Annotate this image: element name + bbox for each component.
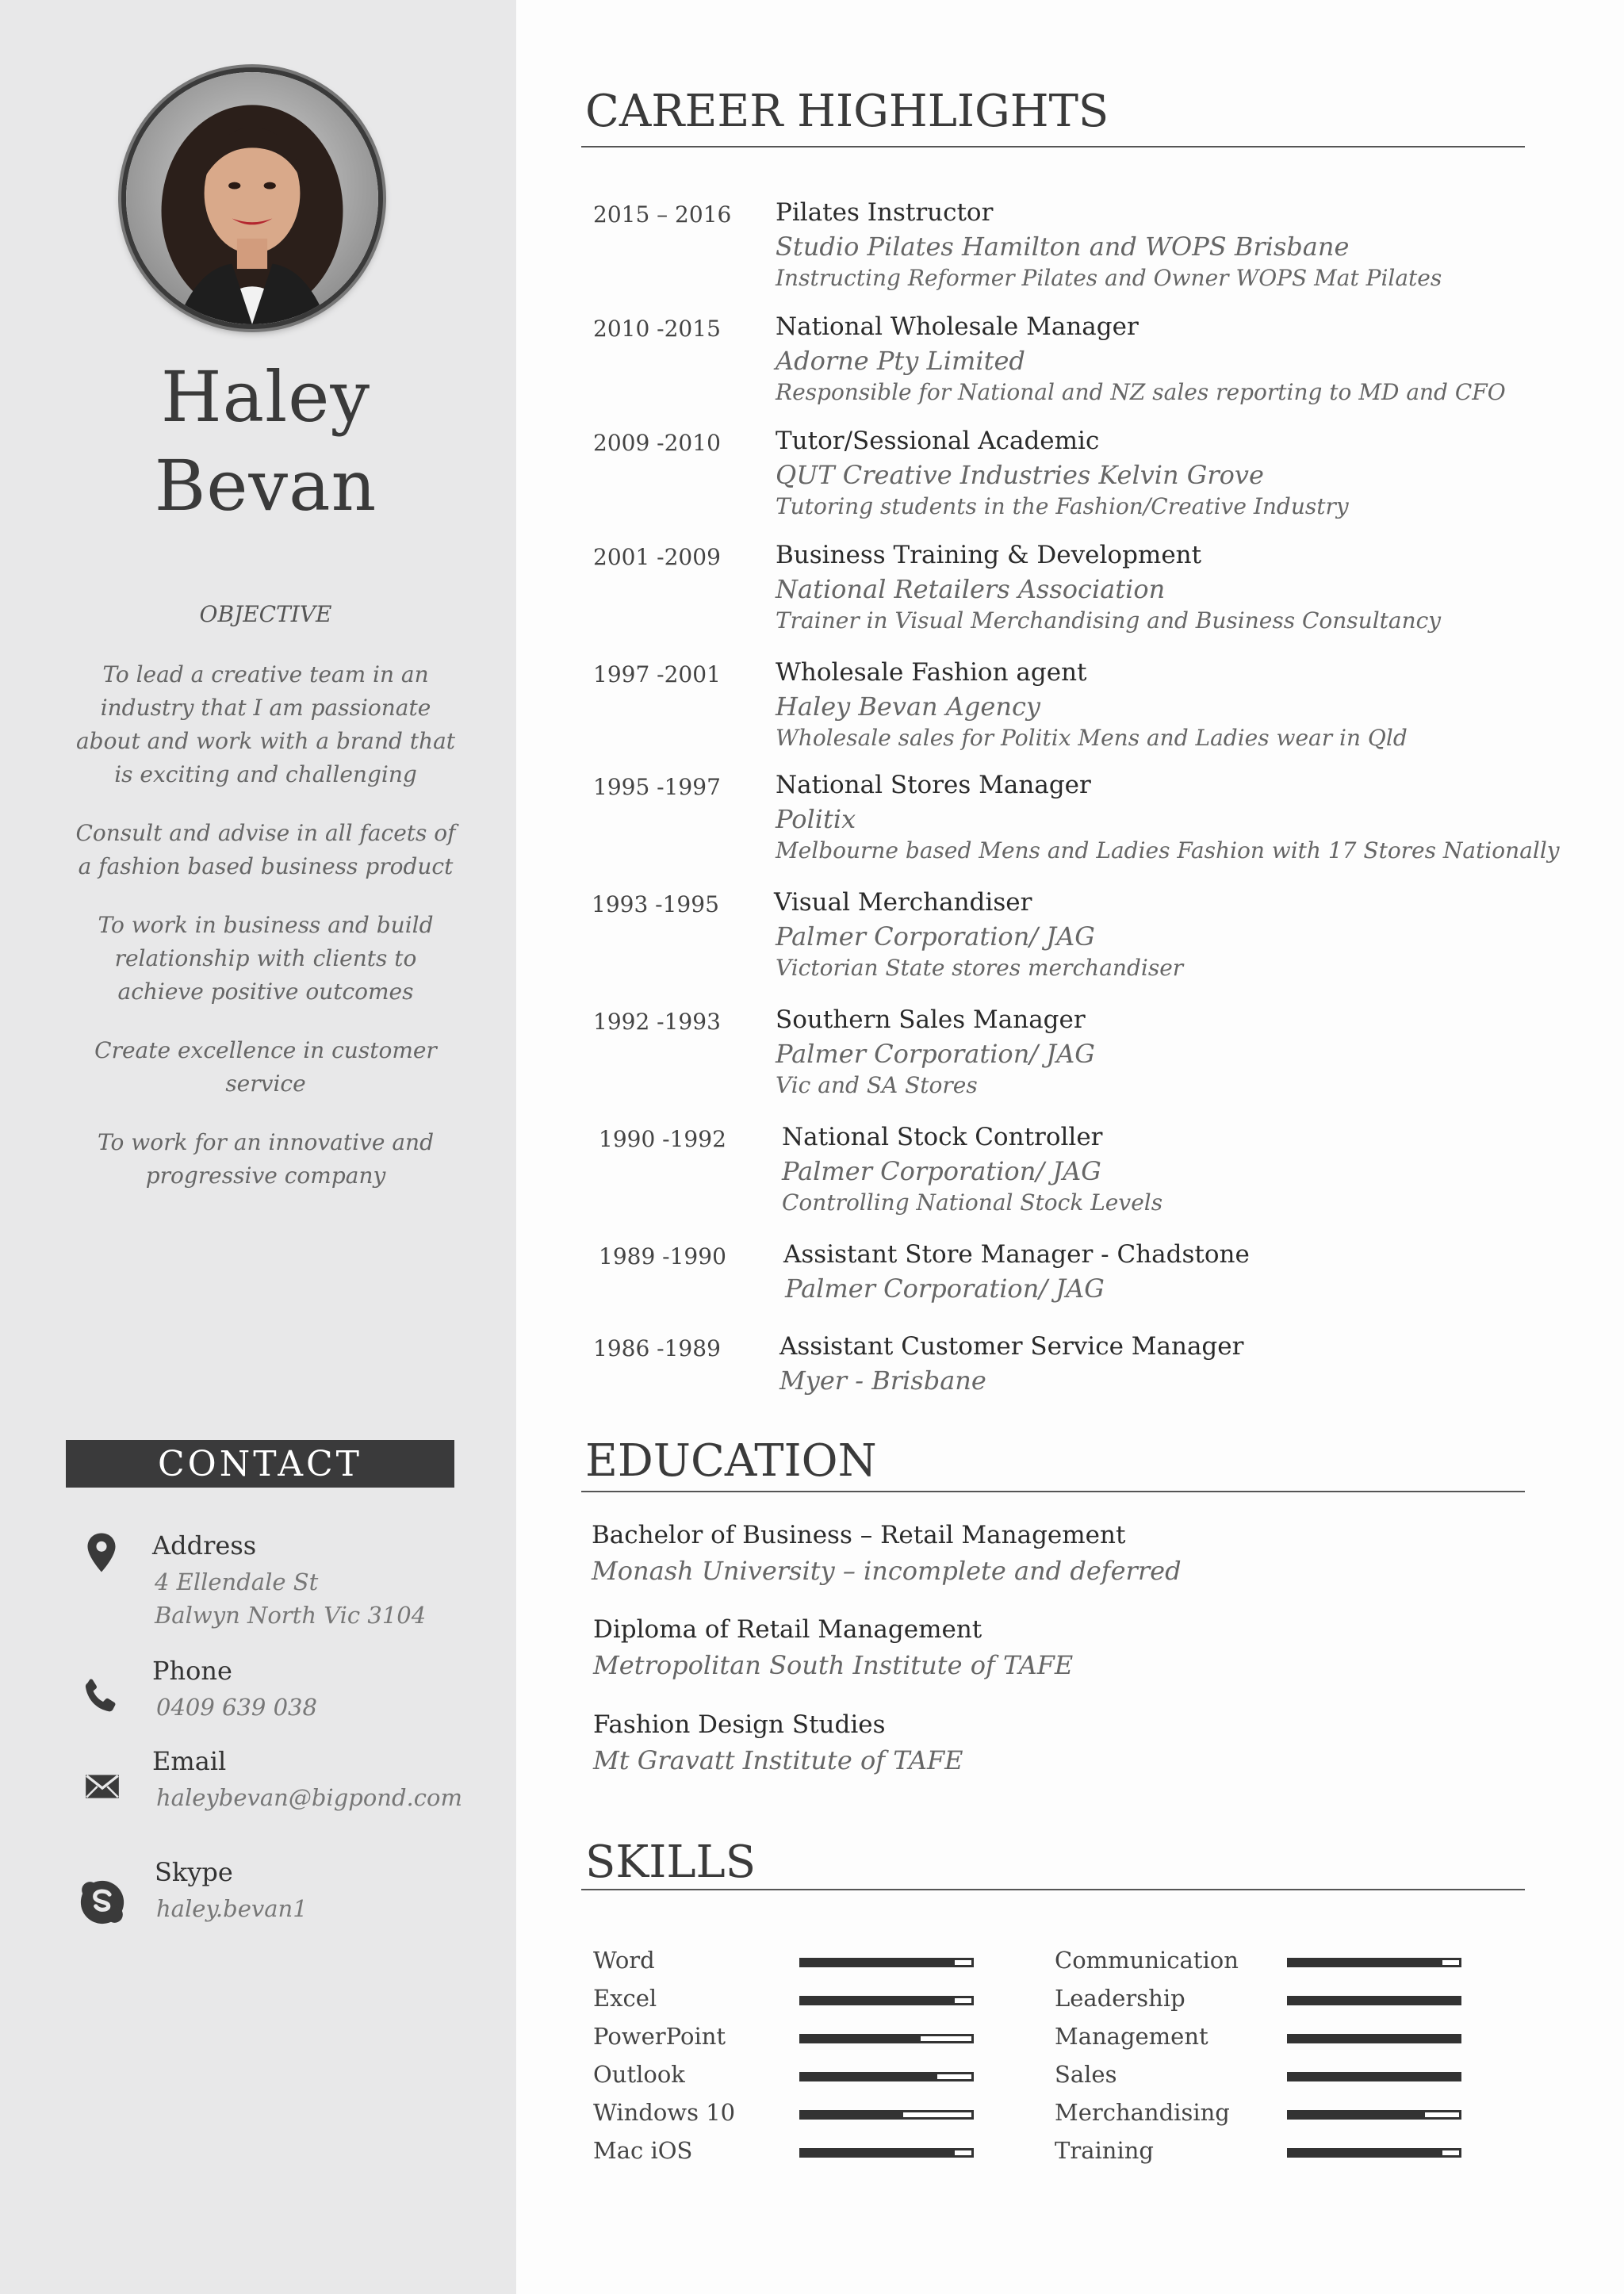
objective-list: [75, 658, 456, 1218]
skill-name: PowerPoint: [593, 2023, 726, 2050]
skill-level-fill: [802, 2036, 921, 2041]
job-description: Responsible for National and NZ sales reporting to MD and CFO: [776, 379, 1506, 405]
email-label: Email: [152, 1746, 227, 1776]
skills-divider: [581, 1889, 1525, 1890]
job-title: Visual Merchandiser: [774, 888, 1032, 917]
education-degree: Diploma of Retail Management: [593, 1615, 982, 1644]
portrait-photo-icon: [126, 72, 378, 324]
envelope-icon: [82, 1767, 122, 1806]
skype-label: Skype: [155, 1857, 233, 1887]
skill-level-fill: [1289, 2150, 1442, 2155]
objective-item: Consult and advise in all facets of a fashion based business product: [75, 820, 456, 879]
job-years: 1993 -1995: [592, 891, 719, 917]
job-company: QUT Creative Industries Kelvin Grove: [776, 460, 1264, 490]
profile-name: [0, 353, 531, 530]
job-title: Wholesale Fashion agent: [776, 658, 1087, 687]
skype-icon: [78, 1878, 127, 1927]
skill-level-bar: [1287, 1958, 1461, 1967]
job-description: Instructing Reformer Pilates and Owner WOPS Mat Pilates: [776, 265, 1442, 291]
job-description: Melbourne based Mens and Ladies Fashion with 17 Stores Nationally: [776, 837, 1560, 864]
job-years: 2001 -2009: [593, 544, 721, 570]
job-years: 1986 -1989: [593, 1335, 721, 1361]
address-line-1: 4 Ellendale St: [155, 1568, 319, 1595]
job-company: Studio Pilates Hamilton and WOPS Brisbane: [776, 232, 1350, 262]
objective-heading: OBJECTIVE: [199, 601, 332, 627]
skill-name: Excel: [593, 1985, 657, 2012]
job-company: Adorne Pty Limited: [776, 346, 1025, 376]
education-school: Mt Gravatt Institute of TAFE: [593, 1745, 963, 1775]
skill-level-bar: [1287, 2072, 1461, 2081]
skill-level-fill: [1289, 2036, 1459, 2041]
job-years: 2010 -2015: [593, 316, 721, 342]
objective-item: Create excellence in customer service: [94, 1037, 437, 1097]
skill-level-bar: [799, 1958, 974, 1967]
job-years: 1995 -1997: [593, 774, 721, 800]
career-divider: [581, 146, 1525, 147]
profile-photo: [121, 67, 383, 329]
skill-level-bar: [1287, 2148, 1461, 2158]
skill-level-fill: [802, 1998, 955, 2003]
skill-name: Leadership: [1055, 1985, 1185, 2012]
objective-item: To lead a creative team in an industry that I am passionate about and work with a brand that is exciting and challenging: [75, 661, 456, 787]
skill-level-bar: [799, 1996, 974, 2005]
job-description: Trainer in Visual Merchandising and Business Consultancy: [776, 607, 1442, 634]
skill-level-fill: [802, 2074, 937, 2079]
phone-icon: [78, 1675, 122, 1719]
skill-name: Outlook: [593, 2061, 685, 2088]
job-years: 1992 -1993: [593, 1009, 721, 1035]
job-description: Vic and SA Stores: [776, 1072, 978, 1098]
sidebar: [0, 0, 516, 2294]
skill-level-fill: [1289, 1960, 1442, 1965]
map-pin-icon: [79, 1530, 124, 1575]
skill-level-bar: [1287, 2110, 1461, 2120]
education-degree: Bachelor of Business – Retail Management: [592, 1521, 1126, 1549]
skill-name: Sales: [1055, 2061, 1117, 2088]
phone-number[interactable]: 0409 639 038: [156, 1694, 317, 1721]
job-title: Assistant Store Manager - Chadstone: [783, 1240, 1250, 1269]
skill-name: Merchandising: [1055, 2099, 1230, 2126]
job-description: Victorian State stores merchandiser: [776, 955, 1184, 981]
job-description: Controlling National Stock Levels: [782, 1189, 1163, 1216]
skill-name: Mac iOS: [593, 2137, 693, 2164]
first-name: Haley: [160, 356, 371, 438]
career-heading: CAREER HIGHLIGHTS: [585, 86, 1109, 137]
skill-level-bar: [1287, 2034, 1461, 2043]
job-company: National Retailers Association: [776, 574, 1166, 604]
education-heading: EDUCATION: [585, 1435, 877, 1487]
contact-heading: CONTACT: [66, 1440, 454, 1488]
job-title: Assistant Customer Service Manager: [779, 1332, 1244, 1361]
skill-name: Training: [1055, 2137, 1154, 2164]
job-years: 1990 -1992: [599, 1126, 726, 1152]
job-years: 2015 – 2016: [593, 201, 732, 228]
skill-level-bar: [799, 2148, 974, 2158]
address-line-2: Balwyn North Vic 3104: [155, 1602, 427, 1629]
job-company: Politix: [776, 804, 856, 834]
job-title: Pilates Instructor: [776, 198, 994, 227]
skill-name: Word: [593, 1947, 655, 1974]
skill-level-fill: [1289, 1998, 1459, 2003]
skill-name: Management: [1055, 2023, 1208, 2050]
skype-handle[interactable]: haley.bevan1: [156, 1895, 308, 1922]
job-company: Palmer Corporation/ JAG: [782, 1156, 1101, 1186]
objective-item: To work for an innovative and progressive company: [97, 1129, 434, 1189]
skill-level-bar: [799, 2034, 974, 2043]
skill-level-fill: [802, 1960, 955, 1965]
education-divider: [581, 1491, 1525, 1492]
job-title: National Stores Manager: [776, 771, 1091, 799]
skill-name: Communication: [1055, 1947, 1239, 1974]
skill-level-fill: [802, 2150, 955, 2155]
skill-level-bar: [799, 2110, 974, 2120]
job-company: Palmer Corporation/ JAG: [785, 1273, 1105, 1304]
skill-level-fill: [1289, 2074, 1459, 2079]
skill-name: Windows 10: [593, 2099, 736, 2126]
skills-heading: SKILLS: [585, 1836, 756, 1888]
job-years: 1989 -1990: [599, 1243, 726, 1270]
job-company: Myer - Brisbane: [779, 1365, 986, 1396]
email-address[interactable]: haleybevan@bigpond.com: [156, 1784, 462, 1811]
phone-label: Phone: [152, 1656, 232, 1686]
job-description: Wholesale sales for Politix Mens and Ladies wear in Qld: [776, 725, 1408, 751]
job-company: Palmer Corporation/ JAG: [776, 921, 1095, 952]
job-title: Southern Sales Manager: [776, 1005, 1086, 1034]
job-years: 1997 -2001: [593, 661, 721, 687]
education-school: Metropolitan South Institute of TAFE: [593, 1650, 1074, 1680]
skill-level-fill: [802, 2112, 903, 2117]
job-company: Palmer Corporation/ JAG: [776, 1039, 1095, 1069]
job-title: National Stock Controller: [782, 1123, 1103, 1151]
address-label: Address: [152, 1530, 257, 1561]
last-name: Bevan: [154, 445, 377, 527]
education-degree: Fashion Design Studies: [593, 1710, 886, 1739]
job-title: National Wholesale Manager: [776, 312, 1139, 341]
education-school: Monash University – incomplete and deferred: [592, 1556, 1182, 1586]
skill-level-fill: [1289, 2112, 1425, 2117]
skill-level-bar: [799, 2072, 974, 2081]
job-title: Tutor/Sessional Academic: [776, 427, 1100, 455]
job-company: Haley Bevan Agency: [776, 691, 1040, 722]
job-description: Tutoring students in the Fashion/Creative Industry: [776, 493, 1349, 519]
skill-level-bar: [1287, 1996, 1461, 2005]
job-years: 2009 -2010: [593, 430, 721, 456]
objective-item: To work in business and build relationship with clients to achieve positive outcomes: [98, 912, 434, 1005]
job-title: Business Training & Development: [776, 541, 1202, 569]
